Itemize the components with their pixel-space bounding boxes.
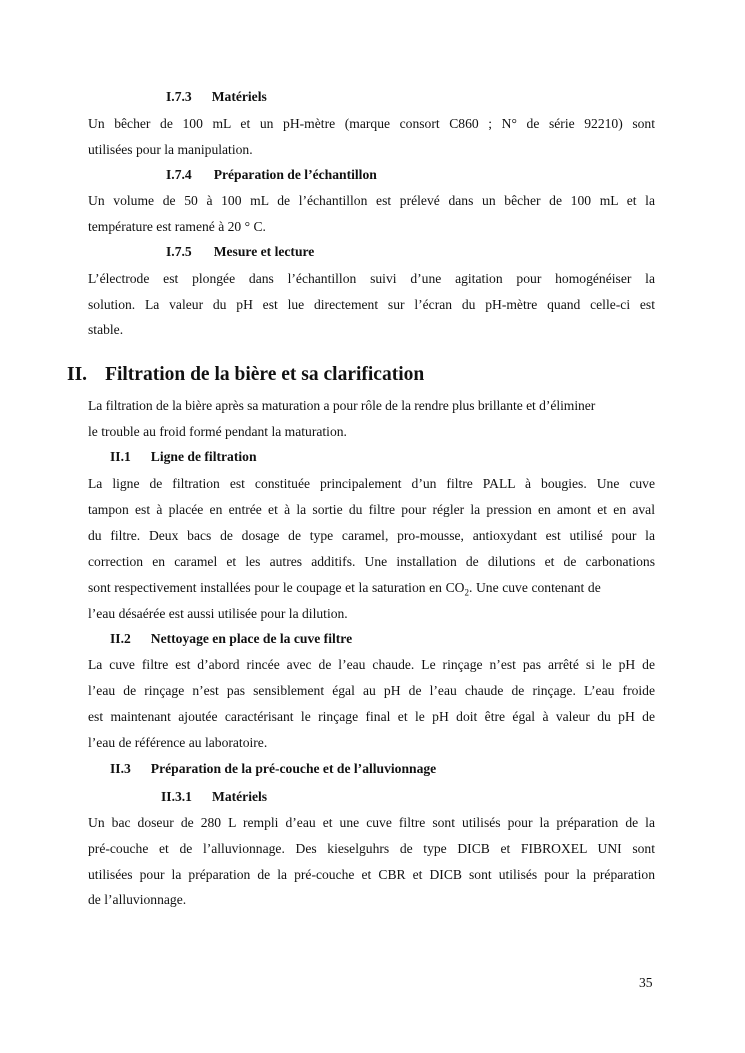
paragraph-line: le trouble au froid formé pendant la maturation.	[88, 424, 347, 439]
section-heading-ii-3-1	[161, 789, 267, 805]
paragraph-line: La ligne de filtration est constituée principalement d’un filtre PALL à bougies. Une cuve	[88, 476, 655, 491]
section-title: Ligne de filtration	[150, 449, 257, 464]
section-number: I.7.3	[166, 89, 192, 104]
section-number: II.1	[110, 449, 131, 464]
paragraph-line: La filtration de la bière après sa maturation a pour rôle de la rendre plus brillante et d’éliminer	[88, 398, 596, 413]
paragraph-line: L’électrode est plongée dans l’échantillon suivi d’une agitation pour homogénéiser la	[88, 271, 655, 286]
paragraph-line: stable.	[88, 322, 124, 337]
paragraph-line: La cuve filtre est d’abord rincée avec de l’eau chaude. Le rinçage n’est pas arrêté si le pH de	[88, 657, 655, 672]
section-title: Matériels	[211, 89, 267, 104]
section-title: Matériels	[211, 789, 268, 804]
section-number: I.7.5	[166, 244, 192, 259]
section-title: Préparation de la pré-couche et de l’alluvionnage	[150, 761, 437, 776]
section-heading-i-7-4	[166, 167, 377, 183]
paragraph-line: l’eau de rinçage n’est pas sensiblement égal au pH de l’eau chaude de rinçage. L’eau froide	[88, 683, 655, 698]
section-number: II.3.1	[161, 789, 192, 804]
section-number: II.3	[110, 761, 131, 776]
section-heading-i-7-5	[166, 244, 314, 260]
paragraph-line: sont respectivement installées pour le coupage et la saturation en $CO_2$. Une cuve contenant de	[88, 580, 601, 598]
paragraph-line: Un bêcher de 100 mL et un pH-mètre (marque consort C860 ; N° de série 92210) sont	[88, 116, 655, 131]
paragraph-line: Un volume de 50 à 100 mL de l’échantillon est prélevé dans un bêcher de 100 mL et la	[88, 193, 655, 208]
paragraph-line: correction en caramel et les autres additifs. Une installation de dilutions et de carbonations	[88, 554, 655, 569]
subscript: 2	[464, 587, 469, 598]
chapter-title: Filtration de la bière et sa clarification	[105, 364, 425, 385]
paragraph-line: du filtre. Deux bacs de dosage de type caramel, pro-mousse, antioxydant est utilisé pour la	[88, 528, 655, 543]
paragraph-line: pré-couche et de l’alluvionnage. Des kieselguhrs de type DICB et FIBROXEL UNI sont	[88, 841, 655, 856]
paragraph-line: l’eau de référence au laboratoire.	[88, 735, 268, 750]
paragraph-line: est maintenant ajoutée caractérisant le rinçage final et le pH doit être égal à valeur du pH de	[88, 709, 655, 724]
page-number: 35	[639, 975, 653, 990]
section-heading-ii-2	[110, 631, 352, 647]
section-title: Nettoyage en place de la cuve filtre	[150, 631, 353, 646]
paragraph-line: l’eau désaérée est aussi utilisée pour la dilution.	[88, 606, 348, 621]
section-title: Préparation de l’échantillon	[213, 167, 377, 182]
chapter-heading-ii	[67, 364, 424, 386]
paragraph-line: utilisées pour la manipulation.	[88, 142, 253, 157]
section-number: I.7.4	[166, 167, 192, 182]
paragraph-line: tampon est à placée en entrée et à la sortie du filtre pour régler la pression en amont et en aval	[88, 502, 655, 517]
section-number: II.2	[110, 631, 131, 646]
section-heading-ii-1	[110, 449, 257, 465]
paragraph-line: de l’alluvionnage.	[88, 892, 187, 907]
paragraph-line: température est ramené à 20 ° C.	[88, 219, 266, 234]
chapter-number: II.	[67, 364, 88, 385]
section-heading-ii-3	[110, 761, 436, 777]
section-title: Mesure et lecture	[213, 244, 315, 259]
section-heading-i-7-3	[166, 89, 267, 105]
paragraph-line: Un bac doseur de 280 L rempli d’eau et une cuve filtre sont utilisés pour la préparation de la	[88, 815, 655, 830]
paragraph-line: utilisées pour la préparation de la pré-couche et CBR et DICB sont utilisés pour la préparation	[88, 867, 655, 882]
paragraph-line: solution. La valeur du pH est lue directement sur l’écran du pH-mètre quand celle-ci est	[88, 297, 655, 312]
